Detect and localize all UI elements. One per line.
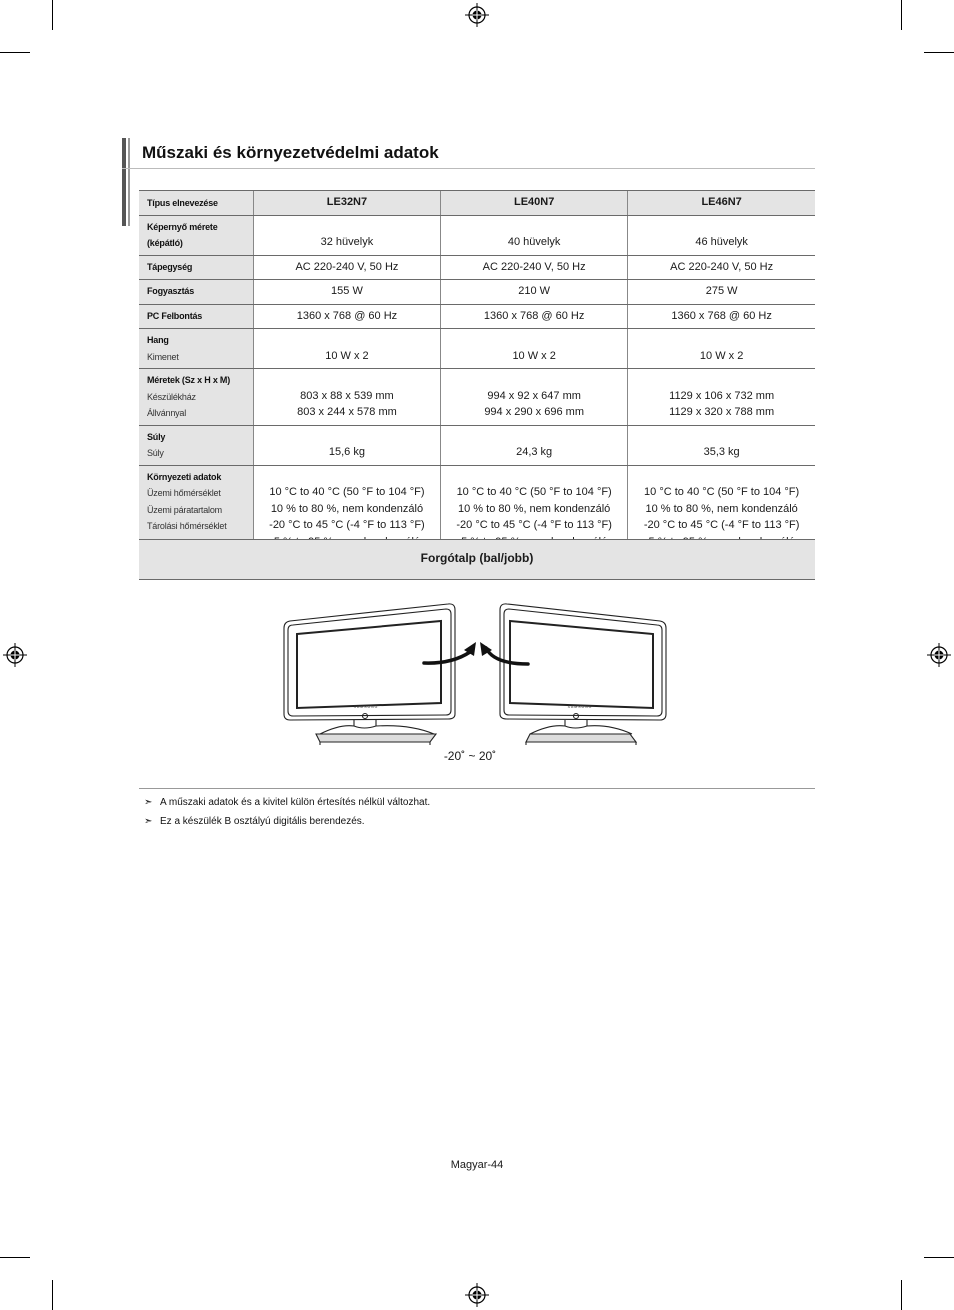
table-row-label <box>139 304 253 329</box>
section-marker <box>122 138 126 226</box>
table-cell <box>253 369 440 426</box>
swivel-section <box>139 539 815 580</box>
cell-value: 155 W <box>331 285 363 297</box>
cell-value: AC 220-240 V, 50 Hz <box>295 260 399 273</box>
crop-mark <box>52 0 53 30</box>
registration-mark-icon <box>3 643 27 667</box>
cell-value: -20 °C to 45 °C (-4 °F to 113 °F) <box>269 519 425 531</box>
crop-mark <box>0 52 30 53</box>
page-number: Magyar-44 <box>450 1159 504 1171</box>
cell-value: 35,3 kg <box>703 446 740 458</box>
arrow-bullet-icon: ➣ <box>144 797 153 808</box>
rotate-arrows-icon <box>424 648 528 664</box>
note-item <box>144 797 430 808</box>
table-row-label <box>139 215 253 255</box>
row-sublabel: Készülékház <box>147 391 196 402</box>
arrow-bullet-icon: ➣ <box>144 816 153 827</box>
table-cell <box>628 425 815 465</box>
row-label: Méretek (Sz x H x M) <box>147 375 231 385</box>
crop-mark <box>0 1257 30 1258</box>
row-label: Környezeti adatok <box>147 471 222 482</box>
cell-value: 10 °C to 40 °C (50 °F to 104 °F) <box>456 486 612 498</box>
cell-value: 994 x 290 x 696 mm <box>484 406 584 418</box>
registration-mark-icon <box>927 643 951 667</box>
table-cell <box>628 255 815 280</box>
cell-value: -20 °C to 45 °C (-4 °F to 113 °F) <box>456 519 612 531</box>
table-row <box>139 255 815 280</box>
table-cell <box>441 369 628 426</box>
crop-mark <box>924 1257 954 1258</box>
table-cell <box>628 215 815 255</box>
table-row <box>139 425 815 465</box>
cell-value: 803 x 244 x 578 mm <box>297 406 397 418</box>
table-cell <box>628 280 815 305</box>
table-cell <box>253 425 440 465</box>
row-sublabel: Üzemi páratartalom <box>147 504 222 515</box>
swivel-angle: -20˚ ~ 20˚ <box>443 749 497 763</box>
cell-value: 210 W <box>518 285 551 297</box>
section-marker <box>128 138 130 226</box>
crop-mark <box>52 1280 53 1310</box>
brand-label: SAMSUNG <box>567 705 593 709</box>
table-cell <box>441 329 628 369</box>
table-cell <box>253 280 440 305</box>
cell-value: 10 W x 2 <box>325 349 369 362</box>
table-cell <box>628 369 815 426</box>
table-row <box>139 280 815 305</box>
tv-right-icon <box>500 604 666 745</box>
table-row <box>139 304 815 329</box>
cell-value: 994 x 92 x 647 mm <box>487 389 581 402</box>
page-title: Műszaki és környezetvédelmi adatok <box>142 143 439 162</box>
note-item <box>144 816 365 827</box>
brand-label: SAMSUNG <box>353 705 379 709</box>
row-label: Hang <box>147 335 169 345</box>
table-cell <box>253 215 440 255</box>
cell-value: 10 % to 80 %, nem kondenzáló <box>645 502 798 515</box>
cell-value: 10 % to 80 %, nem kondenzáló <box>458 502 611 515</box>
table-cell <box>441 255 628 280</box>
row-sublabel: Tárolási hőmérséklet <box>147 521 227 531</box>
table-row-label <box>139 255 253 280</box>
table-cell <box>441 304 628 329</box>
crop-mark <box>901 0 902 30</box>
cell-value: 10 W x 2 <box>699 349 744 362</box>
cell-value: 40 hüvelyk <box>507 236 561 248</box>
cell-value: 46 hüvelyk <box>695 236 748 248</box>
cell-value: 1129 x 320 x 788 mm <box>669 406 775 418</box>
table-row-label <box>139 425 253 465</box>
note-text: Ez a készülék B osztályú digitális berendezés. <box>160 816 365 827</box>
crop-mark <box>924 52 954 53</box>
row-label: Tápegység <box>147 261 193 272</box>
cell-value: -20 °C to 45 °C (-4 °F to 113 °F) <box>643 519 800 531</box>
cell-value: 10 °C to 40 °C (50 °F to 104 °F) <box>644 486 800 498</box>
cell-value: 10 °C to 40 °C (50 °F to 104 °F) <box>269 486 425 498</box>
swivel-title: Forgótalp (bal/jobb) <box>420 551 534 565</box>
header-label: Típus elnevezése <box>147 197 218 208</box>
cell-value: 275 W <box>705 285 738 297</box>
cell-value: 15,6 kg <box>328 446 365 458</box>
row-label: PC Felbontás <box>147 310 203 321</box>
row-sublabel: Állvánnyal <box>147 408 187 418</box>
note-text: A műszaki adatok és a kivitel külön értesítés nélkül változhat. <box>160 797 431 808</box>
row-sublabel: Súly <box>147 448 164 458</box>
table-row <box>139 215 815 255</box>
cell-value: 10 W x 2 <box>512 349 556 362</box>
table-cell <box>441 425 628 465</box>
table-row <box>139 369 815 426</box>
registration-mark-icon <box>465 1283 489 1307</box>
swivel-illustration <box>280 600 670 748</box>
specs-table <box>139 190 815 555</box>
table-cell <box>253 304 440 329</box>
registration-mark-icon <box>465 3 489 27</box>
model-header: LE40N7 <box>441 191 628 216</box>
cell-value: 24,3 kg <box>516 446 553 458</box>
cell-value: 1360 x 768 @ 60 Hz <box>296 309 398 322</box>
model-header: LE46N7 <box>628 191 815 216</box>
table-row <box>139 329 815 369</box>
cell-value: 1129 x 106 x 732 mm <box>669 389 775 402</box>
row-label: Fogyasztás <box>147 286 195 296</box>
table-row-label <box>139 191 253 216</box>
row-sublabel: Üzemi hőmérséklet <box>147 488 221 498</box>
tv-left-icon <box>284 604 455 745</box>
table-row-label <box>139 280 253 305</box>
table-cell <box>253 255 440 280</box>
table-cell <box>441 215 628 255</box>
table-header-row <box>139 191 815 216</box>
cell-value: 1360 x 768 @ 60 Hz <box>483 309 585 322</box>
cell-value: 1360 x 768 @ 60 Hz <box>671 309 772 322</box>
row-label: Súly <box>147 431 166 442</box>
table-cell <box>253 329 440 369</box>
cell-value: 803 x 88 x 539 mm <box>300 389 394 402</box>
crop-mark <box>901 1280 902 1310</box>
row-sublabel: Kimenet <box>147 351 179 362</box>
cell-value: AC 220-240 V, 50 Hz <box>670 260 774 273</box>
divider <box>122 168 815 169</box>
divider <box>139 788 815 789</box>
table-row-label <box>139 369 253 426</box>
table-cell <box>628 304 815 329</box>
model-header: LE32N7 <box>253 191 440 216</box>
table-cell <box>628 329 815 369</box>
table-cell <box>441 280 628 305</box>
cell-value: 32 hüvelyk <box>320 236 374 248</box>
cell-value: 10 % to 80 %, nem kondenzáló <box>270 502 424 515</box>
row-label: Képernyő mérete (képátló) <box>147 221 218 248</box>
cell-value: AC 220-240 V, 50 Hz <box>482 260 586 273</box>
table-row-label <box>139 329 253 369</box>
